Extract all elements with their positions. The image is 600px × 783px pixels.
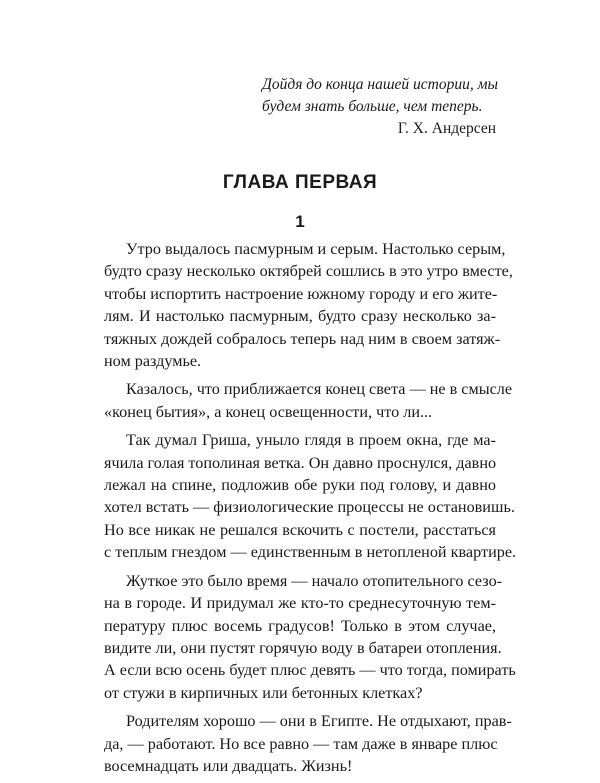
epigraph-line: Дойдя до конца нашей истории, мы xyxy=(262,76,499,93)
text-line: лежал на спине, подложив обе руки под голову, и давно xyxy=(104,476,496,495)
text-line: Так думал Гриша, уныло глядя в проем окна, где ма- xyxy=(126,431,496,450)
text-line: Родителям хорошо — они в Египте. Не отдыхают, прав- xyxy=(126,712,512,731)
text-line: Но все никак не решался вскочить с постели, расстаться xyxy=(104,520,496,539)
text-line: на в городе. И придумал же кто-то среднесуточную тем- xyxy=(104,594,496,613)
text-line: да, — работают. Но все равно — там даже в январе плюс xyxy=(104,734,498,753)
text-line: ячила голая тополиная ветка. Он давно проснулся, давно xyxy=(104,453,497,472)
text-line: тяжных дождей собралось теперь над ним в своем затяж- xyxy=(104,329,501,348)
text-line: хотел встать — физиологические процессы не остановишь. xyxy=(104,498,515,517)
paragraph xyxy=(104,378,513,423)
chapter-title: ГЛАВА ПЕРВАЯ xyxy=(222,172,378,193)
text-line: будто сразу несколько октябрей сошлись в это утро вместе, xyxy=(104,262,513,281)
text-line: Утро выдалось пасмурным и серым. Настолько серым, xyxy=(126,240,506,258)
text-line: ном раздумье. xyxy=(104,352,202,371)
section-number: 1 xyxy=(295,212,305,231)
epigraph xyxy=(262,74,499,140)
text-line: лям. И настолько пасмурным, будто сразу несколько за- xyxy=(104,307,496,326)
paragraph xyxy=(104,570,516,704)
text-line: А если всю осень будет плюс девять — что тогда, помирать xyxy=(104,661,516,680)
text-line: Казалось, что приближается конец света — не в смысле xyxy=(126,380,513,399)
body-text xyxy=(104,238,517,783)
paragraph xyxy=(104,238,513,372)
text-line: Жуткое это было время — начало отопительного сезо- xyxy=(126,571,503,590)
text-line: с теплым гнездом — единственным в нетопленой квартире. xyxy=(104,543,517,562)
text-line: «конец бытия», а конец освещенности, что ли... xyxy=(104,402,433,421)
text-line: чтобы испортить настроение южному городу и его жите- xyxy=(104,284,498,303)
paragraph xyxy=(104,429,517,563)
epigraph-attribution: Г. Х. Андерсен xyxy=(397,120,496,137)
text-line: видите ли, они пустят горячую воду в батареи отопления. xyxy=(104,638,502,657)
text-line: от стужи в кирпичных или бетонных клетках? xyxy=(104,683,423,702)
text-line: восемнадцать или двадцать. Жизнь! xyxy=(104,756,353,775)
epigraph-line: будем знать больше, чем теперь. xyxy=(262,98,483,115)
paragraph xyxy=(104,710,512,777)
text-line: пературу плюс восемь градусов! Только в этом случае, xyxy=(104,616,496,635)
